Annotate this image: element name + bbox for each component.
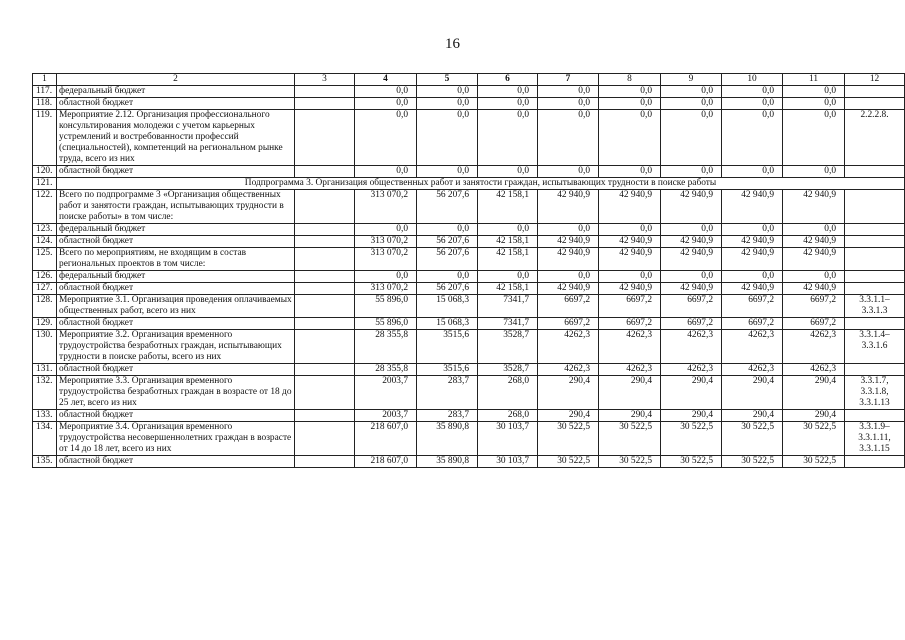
amount-cell: 42 940,9 bbox=[722, 283, 783, 295]
column-3-cell bbox=[295, 86, 355, 98]
amount-cell: 55 896,0 bbox=[355, 295, 417, 318]
amount-cell: 0,0 bbox=[478, 110, 538, 166]
amount-cell: 42 940,9 bbox=[599, 236, 661, 248]
reference-cell bbox=[845, 364, 905, 376]
amount-cell: 290,4 bbox=[661, 410, 722, 422]
row-number: 133. bbox=[33, 410, 57, 422]
amount-cell: 35 890,8 bbox=[417, 456, 478, 468]
row-number: 131. bbox=[33, 364, 57, 376]
amount-cell: 6697,2 bbox=[783, 295, 845, 318]
column-3-cell bbox=[295, 456, 355, 468]
column-3-cell bbox=[295, 271, 355, 283]
amount-cell: 0,0 bbox=[722, 110, 783, 166]
column-3-cell bbox=[295, 283, 355, 295]
amount-cell: 0,0 bbox=[661, 224, 722, 236]
column-3-cell bbox=[295, 98, 355, 110]
column-3-cell bbox=[295, 236, 355, 248]
amount-cell: 0,0 bbox=[417, 98, 478, 110]
amount-cell: 4262,3 bbox=[661, 330, 722, 364]
row-name: Всего по мероприятиям, не входящим в состав региональных проектов в том числе: bbox=[57, 248, 295, 271]
amount-cell: 55 896,0 bbox=[355, 318, 417, 330]
row-name: федеральный бюджет bbox=[57, 271, 295, 283]
amount-cell: 30 522,5 bbox=[783, 456, 845, 468]
amount-cell: 313 070,2 bbox=[355, 236, 417, 248]
amount-cell: 4262,3 bbox=[661, 364, 722, 376]
table-header-row bbox=[33, 74, 905, 86]
amount-cell: 0,0 bbox=[417, 86, 478, 98]
column-3-cell bbox=[295, 190, 355, 224]
amount-cell: 42 940,9 bbox=[599, 283, 661, 295]
row-number: 129. bbox=[33, 318, 57, 330]
table-row bbox=[33, 456, 905, 468]
row-name: Мероприятие 3.2. Организация временного трудоустройства безработных граждан, испытывающих трудности в поиске работы, всего из них bbox=[57, 330, 295, 364]
amount-cell: 42 940,9 bbox=[783, 248, 845, 271]
amount-cell: 30 522,5 bbox=[661, 422, 722, 456]
table-row bbox=[33, 271, 905, 283]
amount-cell: 4262,3 bbox=[783, 364, 845, 376]
amount-cell: 0,0 bbox=[538, 166, 599, 178]
amount-cell: 28 355,8 bbox=[355, 330, 417, 364]
reference-cell bbox=[845, 98, 905, 110]
amount-cell: 0,0 bbox=[538, 271, 599, 283]
amount-cell: 0,0 bbox=[417, 166, 478, 178]
table-row bbox=[33, 422, 905, 456]
amount-cell: 42 940,9 bbox=[783, 283, 845, 295]
reference-cell: 2.2.2.8. bbox=[845, 110, 905, 166]
row-number: 118. bbox=[33, 98, 57, 110]
column-3-cell bbox=[295, 295, 355, 318]
amount-cell: 6697,2 bbox=[538, 295, 599, 318]
column-header: 9 bbox=[661, 74, 722, 86]
amount-cell: 0,0 bbox=[661, 166, 722, 178]
amount-cell: 35 890,8 bbox=[417, 422, 478, 456]
row-name: областной бюджет bbox=[57, 166, 295, 178]
column-header: 10 bbox=[722, 74, 783, 86]
amount-cell: 290,4 bbox=[783, 410, 845, 422]
amount-cell: 42 940,9 bbox=[538, 236, 599, 248]
amount-cell: 290,4 bbox=[783, 376, 845, 410]
column-3-cell bbox=[295, 376, 355, 410]
amount-cell: 0,0 bbox=[599, 98, 661, 110]
row-number: 119. bbox=[33, 110, 57, 166]
amount-cell: 30 522,5 bbox=[538, 422, 599, 456]
table-row bbox=[33, 110, 905, 166]
amount-cell: 0,0 bbox=[538, 98, 599, 110]
amount-cell: 30 522,5 bbox=[722, 456, 783, 468]
reference-cell: 3.3.1.7, 3.3.1.8, 3.3.1.13 bbox=[845, 376, 905, 410]
amount-cell: 42 940,9 bbox=[599, 190, 661, 224]
reference-cell bbox=[845, 318, 905, 330]
amount-cell: 0,0 bbox=[417, 110, 478, 166]
column-header: 7 bbox=[538, 74, 599, 86]
column-header: 3 bbox=[295, 74, 355, 86]
amount-cell: 0,0 bbox=[355, 271, 417, 283]
row-number: 132. bbox=[33, 376, 57, 410]
amount-cell: 0,0 bbox=[478, 166, 538, 178]
amount-cell: 42 158,1 bbox=[478, 236, 538, 248]
amount-cell: 4262,3 bbox=[599, 330, 661, 364]
amount-cell: 42 158,1 bbox=[478, 248, 538, 271]
amount-cell: 0,0 bbox=[417, 224, 478, 236]
amount-cell: 30 522,5 bbox=[538, 456, 599, 468]
amount-cell: 56 207,6 bbox=[417, 248, 478, 271]
amount-cell: 0,0 bbox=[783, 271, 845, 283]
amount-cell: 218 607,0 bbox=[355, 456, 417, 468]
amount-cell: 30 522,5 bbox=[599, 456, 661, 468]
amount-cell: 56 207,6 bbox=[417, 283, 478, 295]
amount-cell: 0,0 bbox=[661, 86, 722, 98]
amount-cell: 42 940,9 bbox=[599, 248, 661, 271]
amount-cell: 0,0 bbox=[478, 86, 538, 98]
amount-cell: 42 940,9 bbox=[722, 236, 783, 248]
column-header: 8 bbox=[599, 74, 661, 86]
column-3-cell bbox=[295, 422, 355, 456]
amount-cell: 42 940,9 bbox=[722, 190, 783, 224]
amount-cell: 218 607,0 bbox=[355, 422, 417, 456]
column-header: 1 bbox=[33, 74, 57, 86]
amount-cell: 268,0 bbox=[478, 376, 538, 410]
row-number: 117. bbox=[33, 86, 57, 98]
amount-cell: 4262,3 bbox=[722, 364, 783, 376]
amount-cell: 42 940,9 bbox=[783, 190, 845, 224]
amount-cell: 4262,3 bbox=[783, 330, 845, 364]
amount-cell: 4262,3 bbox=[599, 364, 661, 376]
reference-cell bbox=[845, 190, 905, 224]
column-3-cell bbox=[295, 224, 355, 236]
column-header: 6 bbox=[478, 74, 538, 86]
row-name: Мероприятие 2.12. Организация профессионального консультирования молодежи с учетом карьерных устремлений и востребованности профессий (специальностей), компетенций на региональном рынке труда, всего из них bbox=[57, 110, 295, 166]
column-3-cell bbox=[295, 330, 355, 364]
amount-cell: 6697,2 bbox=[599, 295, 661, 318]
amount-cell: 56 207,6 bbox=[417, 236, 478, 248]
row-name: Мероприятие 3.4. Организация временного трудоустройства несовершеннолетних граждан в возрасте от 14 до 18 лет, всего из них bbox=[57, 422, 295, 456]
amount-cell: 3528,7 bbox=[478, 330, 538, 364]
row-name: областной бюджет bbox=[57, 364, 295, 376]
amount-cell: 6697,2 bbox=[722, 318, 783, 330]
amount-cell: 283,7 bbox=[417, 410, 478, 422]
amount-cell: 42 940,9 bbox=[661, 283, 722, 295]
column-3-cell bbox=[295, 110, 355, 166]
row-name: областной бюджет bbox=[57, 318, 295, 330]
amount-cell: 0,0 bbox=[355, 224, 417, 236]
budget-table bbox=[32, 73, 905, 468]
table-row bbox=[33, 295, 905, 318]
row-name: областной бюджет bbox=[57, 410, 295, 422]
amount-cell: 42 940,9 bbox=[722, 248, 783, 271]
row-number: 135. bbox=[33, 456, 57, 468]
amount-cell: 0,0 bbox=[355, 86, 417, 98]
amount-cell: 290,4 bbox=[538, 410, 599, 422]
amount-cell: 42 940,9 bbox=[538, 283, 599, 295]
amount-cell: 42 940,9 bbox=[661, 190, 722, 224]
amount-cell: 0,0 bbox=[661, 110, 722, 166]
amount-cell: 0,0 bbox=[599, 166, 661, 178]
amount-cell: 7341,7 bbox=[478, 295, 538, 318]
amount-cell: 0,0 bbox=[478, 98, 538, 110]
table-row bbox=[33, 364, 905, 376]
amount-cell: 0,0 bbox=[355, 110, 417, 166]
amount-cell: 313 070,2 bbox=[355, 248, 417, 271]
column-3-cell bbox=[295, 248, 355, 271]
reference-cell bbox=[845, 283, 905, 295]
table-row bbox=[33, 236, 905, 248]
row-name: областной бюджет bbox=[57, 98, 295, 110]
amount-cell: 0,0 bbox=[783, 110, 845, 166]
amount-cell: 30 522,5 bbox=[722, 422, 783, 456]
amount-cell: 0,0 bbox=[599, 224, 661, 236]
amount-cell: 0,0 bbox=[355, 98, 417, 110]
reference-cell bbox=[845, 86, 905, 98]
column-header: 2 bbox=[57, 74, 295, 86]
row-name: областной бюджет bbox=[57, 456, 295, 468]
row-number: 123. bbox=[33, 224, 57, 236]
column-header: 12 bbox=[845, 74, 905, 86]
table-row bbox=[33, 376, 905, 410]
amount-cell: 0,0 bbox=[538, 86, 599, 98]
row-number: 126. bbox=[33, 271, 57, 283]
amount-cell: 0,0 bbox=[538, 224, 599, 236]
reference-cell bbox=[845, 410, 905, 422]
amount-cell: 290,4 bbox=[599, 410, 661, 422]
reference-cell bbox=[845, 271, 905, 283]
amount-cell: 2003,7 bbox=[355, 376, 417, 410]
reference-cell bbox=[845, 166, 905, 178]
amount-cell: 0,0 bbox=[661, 98, 722, 110]
amount-cell: 42 940,9 bbox=[783, 236, 845, 248]
amount-cell: 56 207,6 bbox=[417, 190, 478, 224]
amount-cell: 6697,2 bbox=[661, 295, 722, 318]
row-name: Мероприятие 3.3. Организация временного трудоустройства безработных граждан в возрасте от 18 до 25 лет, всего из них bbox=[57, 376, 295, 410]
row-number: 122. bbox=[33, 190, 57, 224]
amount-cell: 0,0 bbox=[478, 224, 538, 236]
amount-cell: 0,0 bbox=[478, 271, 538, 283]
row-name: Всего по подпрограмме 3 «Организация общественных работ и занятости граждан, испытывающих трудности в поиске работы» в том числе: bbox=[57, 190, 295, 224]
column-3-cell bbox=[295, 318, 355, 330]
table-row bbox=[33, 318, 905, 330]
amount-cell: 6697,2 bbox=[538, 318, 599, 330]
amount-cell: 0,0 bbox=[722, 98, 783, 110]
table-row bbox=[33, 283, 905, 295]
column-header: 5 bbox=[417, 74, 478, 86]
table-row bbox=[33, 224, 905, 236]
amount-cell: 0,0 bbox=[661, 271, 722, 283]
row-name: областной бюджет bbox=[57, 236, 295, 248]
row-name: Мероприятие 3.1. Организация проведения оплачиваемых общественных работ, всего из них bbox=[57, 295, 295, 318]
amount-cell: 0,0 bbox=[722, 271, 783, 283]
amount-cell: 0,0 bbox=[599, 271, 661, 283]
table-row bbox=[33, 330, 905, 364]
reference-cell: 3.3.1.4– 3.3.1.6 bbox=[845, 330, 905, 364]
amount-cell: 30 522,5 bbox=[599, 422, 661, 456]
column-3-cell bbox=[295, 166, 355, 178]
row-number: 121. bbox=[33, 178, 57, 190]
amount-cell: 6697,2 bbox=[661, 318, 722, 330]
amount-cell: 283,7 bbox=[417, 376, 478, 410]
reference-cell bbox=[845, 236, 905, 248]
amount-cell: 313 070,2 bbox=[355, 190, 417, 224]
column-header: 11 bbox=[783, 74, 845, 86]
amount-cell: 28 355,8 bbox=[355, 364, 417, 376]
row-name: областной бюджет bbox=[57, 283, 295, 295]
row-number: 128. bbox=[33, 295, 57, 318]
table-row bbox=[33, 178, 905, 190]
amount-cell: 7341,7 bbox=[478, 318, 538, 330]
amount-cell: 30 522,5 bbox=[783, 422, 845, 456]
row-name: федеральный бюджет bbox=[57, 224, 295, 236]
amount-cell: 290,4 bbox=[599, 376, 661, 410]
amount-cell: 3515,6 bbox=[417, 364, 478, 376]
amount-cell: 313 070,2 bbox=[355, 283, 417, 295]
amount-cell: 4262,3 bbox=[538, 364, 599, 376]
reference-cell bbox=[845, 248, 905, 271]
amount-cell: 3528,7 bbox=[478, 364, 538, 376]
amount-cell: 30 103,7 bbox=[478, 422, 538, 456]
reference-cell bbox=[845, 224, 905, 236]
amount-cell: 6697,2 bbox=[599, 318, 661, 330]
amount-cell: 3515,6 bbox=[417, 330, 478, 364]
column-3-cell bbox=[295, 410, 355, 422]
amount-cell: 42 158,1 bbox=[478, 283, 538, 295]
column-3-cell bbox=[295, 364, 355, 376]
amount-cell: 30 103,7 bbox=[478, 456, 538, 468]
table-row bbox=[33, 248, 905, 271]
amount-cell: 15 068,3 bbox=[417, 295, 478, 318]
amount-cell: 290,4 bbox=[722, 410, 783, 422]
amount-cell: 6697,2 bbox=[722, 295, 783, 318]
row-number: 124. bbox=[33, 236, 57, 248]
row-number: 120. bbox=[33, 166, 57, 178]
amount-cell: 0,0 bbox=[417, 271, 478, 283]
amount-cell: 42 940,9 bbox=[538, 248, 599, 271]
amount-cell: 0,0 bbox=[783, 98, 845, 110]
amount-cell: 6697,2 bbox=[783, 318, 845, 330]
row-number: 130. bbox=[33, 330, 57, 364]
column-header: 4 bbox=[355, 74, 417, 86]
amount-cell: 290,4 bbox=[538, 376, 599, 410]
amount-cell: 4262,3 bbox=[722, 330, 783, 364]
reference-cell: 3.3.1.1– 3.3.1.3 bbox=[845, 295, 905, 318]
amount-cell: 42 158,1 bbox=[478, 190, 538, 224]
amount-cell: 0,0 bbox=[783, 224, 845, 236]
amount-cell: 0,0 bbox=[722, 166, 783, 178]
amount-cell: 290,4 bbox=[661, 376, 722, 410]
amount-cell: 4262,3 bbox=[538, 330, 599, 364]
amount-cell: 42 940,9 bbox=[661, 248, 722, 271]
row-number: 134. bbox=[33, 422, 57, 456]
amount-cell: 0,0 bbox=[722, 224, 783, 236]
amount-cell: 0,0 bbox=[355, 166, 417, 178]
reference-cell bbox=[845, 456, 905, 468]
table-row bbox=[33, 98, 905, 110]
subprogram-heading: Подпрограмма 3. Организация общественных работ и занятости граждан, испытывающих трудности в поиске работы bbox=[57, 178, 905, 190]
table-row bbox=[33, 190, 905, 224]
amount-cell: 290,4 bbox=[722, 376, 783, 410]
amount-cell: 2003,7 bbox=[355, 410, 417, 422]
row-number: 125. bbox=[33, 248, 57, 271]
amount-cell: 0,0 bbox=[722, 86, 783, 98]
row-number: 127. bbox=[33, 283, 57, 295]
amount-cell: 30 522,5 bbox=[661, 456, 722, 468]
amount-cell: 0,0 bbox=[783, 86, 845, 98]
amount-cell: 15 068,3 bbox=[417, 318, 478, 330]
amount-cell: 268,0 bbox=[478, 410, 538, 422]
table-row bbox=[33, 410, 905, 422]
amount-cell: 0,0 bbox=[599, 86, 661, 98]
amount-cell: 0,0 bbox=[599, 110, 661, 166]
amount-cell: 42 940,9 bbox=[661, 236, 722, 248]
page-number: 16 bbox=[445, 36, 460, 52]
amount-cell: 0,0 bbox=[538, 110, 599, 166]
table-row bbox=[33, 166, 905, 178]
table-row bbox=[33, 86, 905, 98]
amount-cell: 0,0 bbox=[783, 166, 845, 178]
reference-cell: 3.3.1.9– 3.3.1.11, 3.3.1.15 bbox=[845, 422, 905, 456]
row-name: федеральный бюджет bbox=[57, 86, 295, 98]
amount-cell: 42 940,9 bbox=[538, 190, 599, 224]
